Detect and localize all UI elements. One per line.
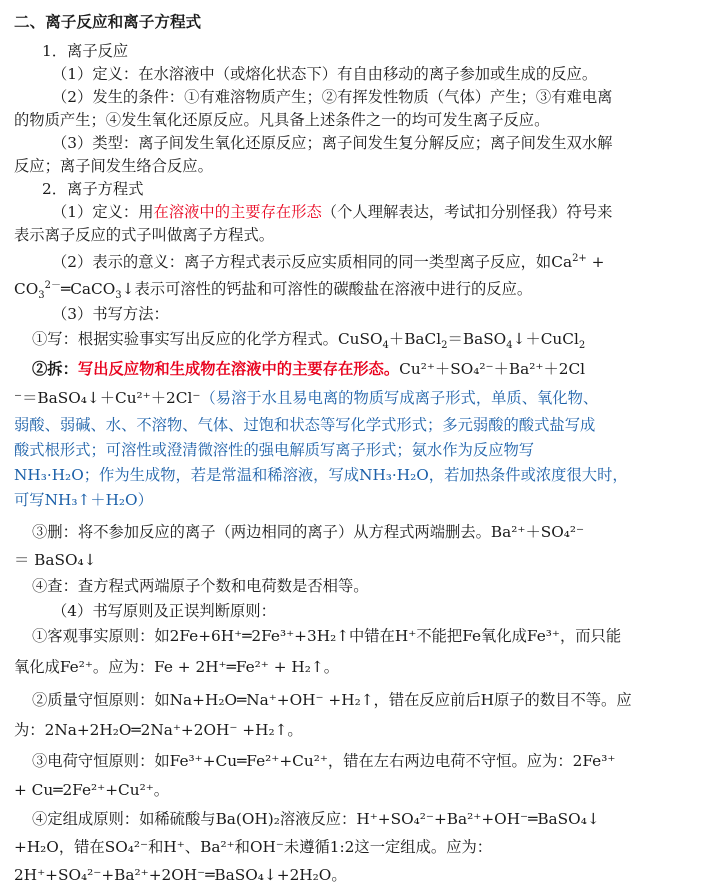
s2-meaning-sup: 2+ [572, 252, 587, 264]
s1-types-line2: 反应；离子间发生络合反应。 [14, 157, 213, 175]
step-write-sub2: 2 [441, 340, 448, 352]
s2-def-highlight: 在溶液中的主要存在形态 [153, 203, 322, 221]
s1-definition: （1）定义：在水溶液中（或熔化状态下）有自由移动的离子参加或生成的反应。 [52, 65, 598, 83]
step-write-end: ↓＋CuCl [512, 330, 579, 348]
rule3-line2: + Cu═2Fe²⁺+Cu²⁺。 [14, 781, 170, 799]
co3-formula: CO [14, 280, 39, 298]
step-split-note-line4: 酸式根形式；可溶性或澄清微溶性的强电解质写离子形式；氨水作为反应物写 [14, 441, 535, 459]
step-split-line1 [32, 359, 585, 379]
s1-heading: 1．离子反应 [42, 42, 129, 60]
s2-meaning-rest: ↓表示可溶性的钙盐和可溶性的碳酸盐在溶液中进行的反应。 [121, 280, 533, 298]
step-split-equation: Cu²⁺＋SO₄²⁻＋Ba²⁺＋2Cl [399, 360, 586, 378]
step-delete-line1: ③删：将不参加反应的离子（两边相同的离子）从方程式两端删去。Ba²⁺＋SO₄²⁻ [32, 523, 585, 541]
rule4-line1: ④定组成原则：如稀硫酸与Ba(OH)₂溶液反应：H⁺+SO₄²⁻+Ba²⁺+OH⁻═BaSO₄↓ [32, 810, 600, 828]
step-write-sub3: 4 [506, 340, 513, 352]
s1-types-line1: （3）类型：离子间发生氧化还原反应；离子间发生复分解反应；离子间发生双水解 [52, 134, 613, 152]
rule2-line2: 为：2Na+2H₂O═2Na⁺+2OH⁻ +H₂↑。 [14, 721, 303, 739]
step-split-highlight: 写出反应物和生成物在溶液中的主要存在形态。 [77, 360, 400, 378]
rule4-line3: 2H⁺+SO₄²⁻+Ba²⁺+2OH⁻═BaSO₄↓+2H₂O。 [14, 866, 347, 884]
s2-meaning-line2 [14, 279, 533, 302]
step-write-mid2: ＝BaSO [447, 330, 507, 348]
step-check: ④查：查方程式两端原子个数和电荷数是否相等。 [32, 577, 369, 595]
co3-sub: 3 [38, 290, 45, 302]
rules-heading: （4）书写原则及正误判断原则： [52, 602, 276, 620]
section-title: 二、离子反应和离子方程式 [14, 13, 202, 31]
rule1-line1: ①客观事实原则：如2Fe+6H⁺═2Fe³⁺+3H₂↑中错在H⁺不能把Fe氧化成Fe³⁺，而只能 [32, 627, 622, 645]
s1-conditions-line1: （2）发生的条件：①有难溶物质产生；②有挥发性物质（气体）产生；③有难电离 [52, 88, 613, 106]
step-split-note-line5: NH₃·H₂O；作为生成物，若是常温和稀溶液，写成NH₃·H₂O，若加热条件或浓度很大时， [14, 466, 628, 484]
step-split-note-start: （易溶于水且易电离的物质写成离子形式，单质、氧化物、 [200, 389, 599, 407]
s2-definition-line2: 表示离子反应的式子叫做离子方程式。 [14, 226, 275, 244]
rule4-line2: +H₂O，错在SO₄²⁻和H⁺、Ba²⁺和OH⁻未遵循1:2这一定组成。应为： [14, 838, 493, 856]
step-split-equation-cont: ⁻＝BaSO₄↓＋Cu²⁺＋2Cl⁻ [14, 389, 201, 407]
step-split-note-line6: 可写NH₃↑＋H₂O） [14, 491, 153, 509]
rule2-line1: ②质量守恒原则：如Na+H₂O═Na⁺+OH⁻ +H₂↑，错在反应前后H原子的数目不等。应 [32, 691, 632, 709]
step-write-text: ①写：根据实验事实写出反应的化学方程式。CuSO [32, 330, 383, 348]
s2-meaning-line1 [52, 252, 605, 272]
rule3-line1: ③电荷守恒原则：如Fe³⁺+Cu═Fe²⁺+Cu²⁺，错在左右两边电荷不守恒。应为：2Fe³⁺ [32, 752, 616, 770]
rule1-line2: 氧化成Fe²⁺。应为：Fe + 2H⁺═Fe²⁺ + H₂↑。 [14, 658, 340, 676]
step-delete-line2: ＝ BaSO₄↓ [14, 551, 97, 569]
step-write [32, 329, 586, 352]
step-write-mid: ＋BaCl [388, 330, 442, 348]
step-split-label: ②拆： [32, 360, 78, 378]
s2-heading: 2．离子方程式 [42, 180, 144, 198]
s2-def-prefix: （1）定义：用 [52, 203, 154, 221]
step-write-sub1: 4 [382, 340, 389, 352]
s2-definition-line1 [52, 202, 612, 222]
step-split-line2 [14, 388, 598, 408]
co3-sup: 2－ [44, 279, 61, 291]
step-write-sub4: 2 [578, 340, 586, 352]
method-heading: （3）书写方法： [52, 305, 169, 323]
s1-conditions-line2: 的物质产生；④发生氧化还原反应。凡具备上述条件之一的均可发生离子反应。 [14, 111, 550, 129]
caco3-sub: 3 [115, 290, 122, 302]
s2-meaning-text: （2）表示的意义：离子方程式表示反应实质相同的同一类型离子反应，如Ca [52, 253, 573, 271]
step-split-note-line3: 弱酸、弱碱、水、不溶物、气体、过饱和状态等写化学式形式；多元弱酸的酸式盐写成 [14, 416, 596, 434]
s2-def-suffix: （个人理解表达，考试扣分别怪我）符号来 [321, 203, 613, 221]
s2-meaning-plus: + [586, 253, 605, 271]
caco3-formula: ═CaCO [61, 280, 116, 298]
